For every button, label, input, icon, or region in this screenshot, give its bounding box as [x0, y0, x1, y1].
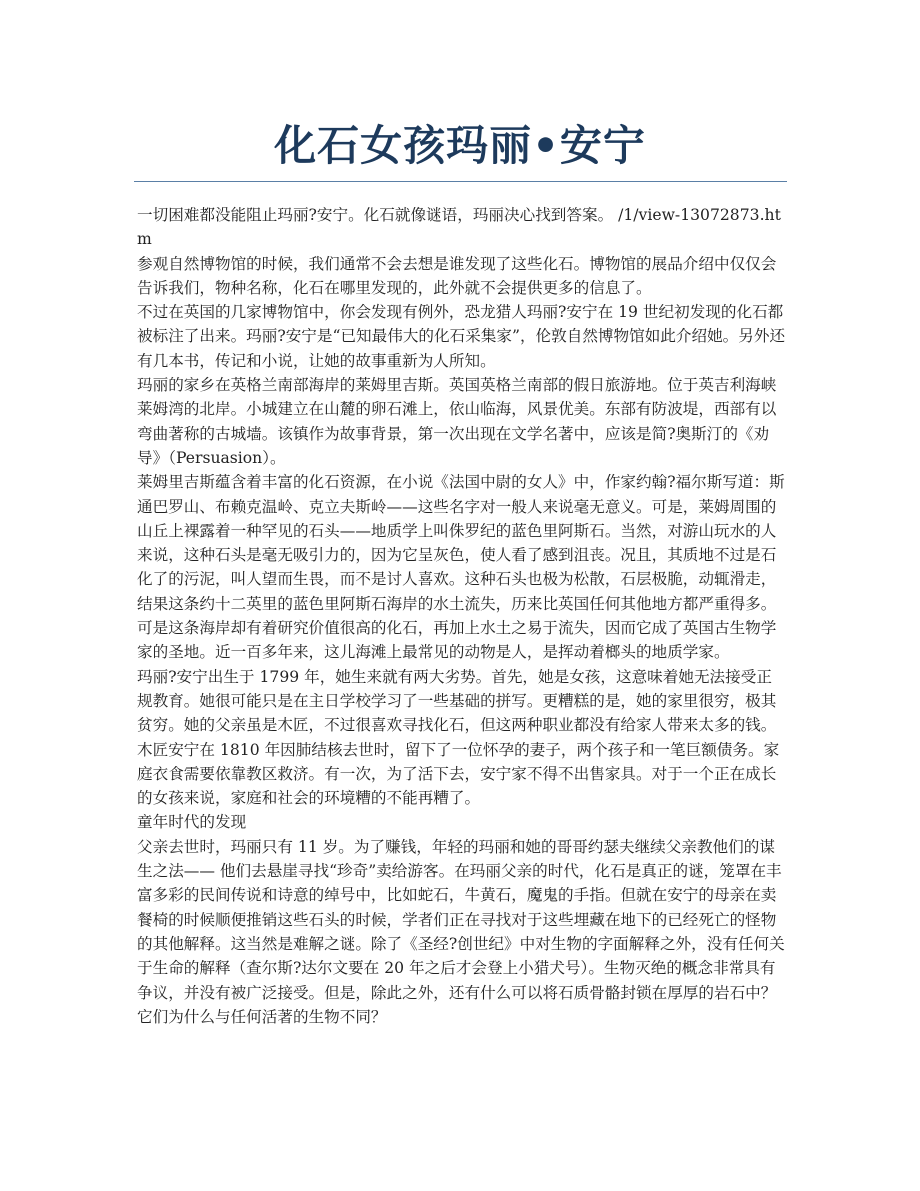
section-heading-childhood: 童年时代的发现 — [137, 813, 247, 832]
paragraph-intro: 一切困难都没能阻止玛丽?安宁。化石就像谜语，玛丽决心找到答案。 /1/view-13072873.htm — [137, 206, 781, 249]
paragraph-childhood: 父亲去世时，玛丽只有 11 岁。为了赚钱，年轻的玛丽和她的哥哥约瑟夫继续父亲教他们的谋生之法—— 他们去悬崖寻找“珍奇”卖给游客。在玛丽父亲的时代，化石是真正的谜，笼罩在丰富多彩的民间传说和诗意的绰号中，比如蛇石，牛黄石，魔鬼的手指。但就在安宁的母亲在卖餐椅的时候顺便推销这些石头的时候，学者们正在寻找对于这些埋藏在地下的已经死亡的怪物的其他解释。这当然是难解之谜。除了《圣经?创世纪》中对生物的字面解释之外，没有任何关于生命的解释（查尔斯?达尔文要在 20 年之后才会登上小猎犬号）。生物灭绝的概念非常具有争议，并没有被广泛接受。但是，除此之外，还有什么可以将石质骨骼封锁在厚厚的岩石中？它们为什么与任何活著的生物不同？ — [137, 837, 785, 1026]
title-divider — [134, 181, 787, 182]
paragraph-lyme-regis: 玛丽的家乡在英格兰南部海岸的莱姆里吉斯。英国英格兰南部的假日旅游地。位于英吉利海峡莱姆湾的北岸。小城建立在山麓的卵石滩上，依山临海，风景优美。东部有防波堤，西部有以弯曲著称的古城墙。该镇作为故事背景，第一次出现在文学名著中，应该是简?奥斯汀的《劝导》（Persuasion）。 — [137, 376, 777, 467]
paragraph-birth: 玛丽?安宁出生于 1799 年，她生来就有两大劣势。首先，她是女孩，这意味着她无法接受正规教育。她很可能只是在主日学校学习了一些基础的拼写。更糟糕的是，她的家里很穷，极其贫穷。她的父亲虽是木匠，不过很喜欢寻找化石，但这两种职业都没有给家人带来太多的钱。木匠安宁在 1810 年因肺结核去世时，留下了一位怀孕的妻子，两个孩子和一笔巨额债务。家庭衣食需要依靠教区救济。有一次，为了活下去，安宁家不得不出售家具。对于一个正在成长的女孩来说，家庭和社会的环境糟的不能再糟了。 — [137, 667, 780, 808]
paragraph-museum: 参观自然博物馆的时候，我们通常不会去想是谁发现了这些化石。博物馆的展品介绍中仅仅会告诉我们，物种名称，化石在哪里发现的，此外就不会提供更多的信息了。 — [137, 254, 777, 297]
document-body — [137, 203, 787, 1029]
paragraph-british-museums: 不过在英国的几家博物馆中，你会发现有例外，恐龙猎人玛丽?安宁在 19 世纪初发现的化石都被标注了出来。玛丽?安宁是“已知最伟大的化石采集家”，伦敦自然博物馆如此介绍她。另外还有几本书，传记和小说，让她的故事重新为人所知。 — [137, 303, 786, 370]
paragraph-fossil-resources: 莱姆里吉斯蕴含着丰富的化石资源，在小说《法国中尉的女人》中，作家约翰?福尔斯写道：斯通巴罗山、布赖克温岭、克立夫斯岭——这些名字对一般人来说毫无意义。可是，莱姆周围的山丘上裸露着一种罕见的石头——地质学上叫侏罗纪的蓝色里阿斯石。当然，对游山玩水的人来说，这种石头是毫无吸引力的，因为它呈灰色，使人看了感到沮丧。况且，其质地不过是石化了的污泥，叫人望而生畏，而不是讨人喜欢。这种石头也极为松散，石层极脆，动辄滑走，结果这条约十二英里的蓝色里阿斯石海岸的水土流失，历来比英国任何其他地方都严重得多。可是这条海岸却有着研究价值很高的化石，再加上水土之易于流失，因而它成了英国古生物学家的圣地。近一百多年来，这儿海滩上最常见的动物是人，是挥动着榔头的地质学家。 — [137, 473, 785, 662]
document-title: 化石女孩玛丽•安宁 — [274, 121, 646, 170]
